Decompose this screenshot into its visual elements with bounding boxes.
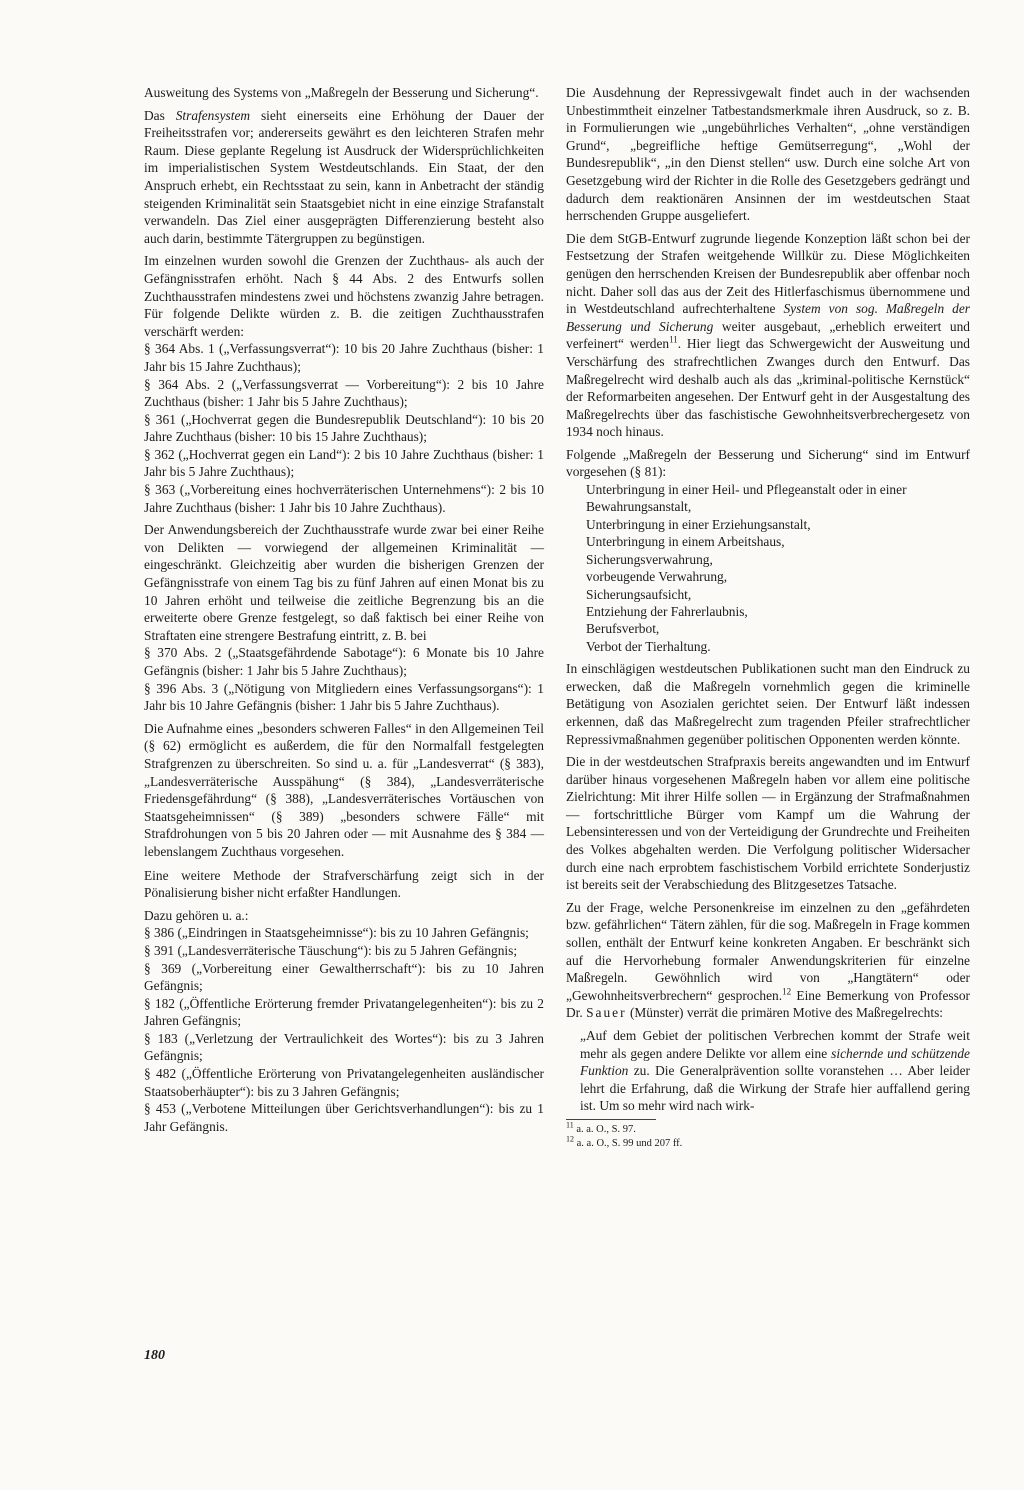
list-item: Berufsverbot, [586, 621, 660, 637]
emphasis: Strafensystem [175, 107, 251, 123]
list-item: § 370 Abs. 2 („Staatsgefährdende Sabotage“): 6 Monate bis 10 Jahre Gefängnis (bisher: 1 Jahr bis 5 Jahre Zuchthaus); [144, 645, 544, 678]
text-run: „Auf dem Gebiet der politischen Verbrechen kommt der Strafe weit mehr als gegen andere Delikte vor allem eine [580, 1028, 970, 1061]
measures-list [566, 481, 970, 655]
list-item: § 361 („Hochverrat gegen die Bundesrepublik Deutschland“): 10 bis 20 Jahre Zuchthaus (bisher: 10 bis 15 Jahre Zuchthaus); [144, 411, 544, 445]
text-run: Zu der Frage, welche Personenkreise im einzelnen zu den „gefährdeten bzw. gefährlichen“ Tätern zählen, für die sog. Maßregeln in Frage kommen sollen, enthält der Entwurf keine konkreten Angaben. Er beschränkt sich auf die Hervorhebung formaler Anwendungskriterien für einzelne Maßregeln. Gewöhnlich wird von „Hangtätern“ oder „Gewohnheitsverbrechern“ gesprochen. [566, 899, 970, 1003]
text-run: Die dem StGB-Entwurf zugrunde liegende Konzeption läßt schon bei der Festsetzung der Strafen weitgehende Willkür zu. Diese Möglichkeiten genügen den herrschenden Kreisen der Bundesrepublik aber offenbar noch nicht. Daher soll das aus der Zeit des Hitlerfaschismus übernommene und in Westdeutschland aufrechterhaltene [566, 230, 970, 317]
footnote-ref: 12 [782, 986, 792, 997]
text-run: zu. Die Generalprävention sollte voranstehen … Aber leider lehrt die Erfahrung, daß die Wirkung der Strafe hier auffallend gering ist. Um so mehr wird nach wirk- [580, 1063, 970, 1114]
paragraph: Die Ausdehnung der Repressivgewalt findet auch in der wachsenden Unbestimmtheit einzelner Tatbestandsmerkmale ihren Ausdruck, so z. B. in Formulierungen wie „ungebührliches Verhalten“, „ohne verständigen Grund“, „begreifliche heftige Gemütserregung“, „Wohl der Bundesrepublik“, „in den Dienst stellen“ usw. Durch eine solche Art von Gesetzgebung wird der Richter in die Rolle des Gesetzgebers gedrängt und dadurch dem reaktionären Ansinnen der im westdeutschen Staat herrschenden Gruppe ausgeliefert. [566, 85, 970, 224]
footnote [566, 1134, 970, 1151]
list-item: § 369 („Vorbereitung einer Gewaltherrschaft“): bis zu 10 Jahren Gefängnis; [144, 960, 544, 994]
list-item: § 362 („Hochverrat gegen ein Land“): 2 bis 10 Jahre Zuchthaus (bisher: 1 Jahr bis 5 Jahre Zuchthaus); [144, 446, 544, 480]
paragraph [566, 230, 970, 441]
paragraph: Folgende „Maßregeln der Besserung und Sicherung“ sind im Entwurf vorgesehen (§ 81): [566, 446, 970, 480]
footnote-divider [566, 1119, 656, 1120]
text-run: (Münster) verrät die primären Motive des Maßregelrechts: [626, 1005, 944, 1021]
list-item: § 386 („Eindringen in Staatsgeheimnisse“): bis zu 10 Jahren Gefängnis; [144, 925, 529, 941]
list-item: § 182 („Öffentliche Erörterung fremder Privatangelegenheiten“): bis zu 2 Jahren Gefängnis; [144, 995, 544, 1029]
list-item: § 391 („Landesverräterische Täuschung“): bis zu 5 Jahren Gefängnis; [144, 942, 518, 958]
paragraph: Die Aufnahme eines „besonders schweren Falles“ in den Allgemeinen Teil (§ 62) ermöglicht es außerdem, die für den Normalfall festgelegten Strafgrenzen zu überschreiten. So sind u. a. für „Landesverrat“ (§ 383), „Landesverräterische Ausspähung“ (§ 384), „Landesverräterische Friedensgefährdung“ (§ 388), „Landesverräterisches Vortäuschen von Staatsgeheimnissen“ (§ 389) „besonders schwere Fälle“ mit Strafdrohungen von 5 bis 20 Jahren oder — mit Ausnahme des § 384 — lebenslangem Zuchthaus vorgesehen. [144, 720, 544, 859]
text-run: Das [144, 107, 176, 123]
paragraph: In einschlägigen westdeutschen Publikationen sucht man den Eindruck zu erwecken, daß die Maßregeln vornehmlich gegen die kriminelle Betätigung von Asozialen gerichtet seien. Der Entwurf läßt indessen erkennen, daß das Maßregelrecht zum tragenden Pfeiler strafrechtlicher Repressivmaßnahmen gegenüber politischen Opponenten werden könnte. [566, 661, 970, 747]
list-item: Verbot der Tierhaltung. [586, 638, 711, 654]
list-item: § 396 Abs. 3 („Nötigung von Mitgliedern eines Verfassungsorgans“): 1 Jahr bis 10 Jahre Gefängnis (bisher: 1 Jahr bis 5 Jahre Zuchthaus). [144, 680, 544, 714]
emphasis: System von sog. Maßregeln der Besserung und Sicherung [566, 301, 970, 334]
paragraph: Die in der westdeutschen Strafpraxis bereits angewandten und im Entwurf darüber hinaus vorgesehenen Maßregeln haben vor allem eine politische Zielrichtung: Mit ihrer Hilfe sollen — in Ergänzung der Strafmaßnahmen — fortschrittliche Bürger vom Kampf um die Wahrung der Lebensinteressen und von der Verteidigung der Grundrechte und Freiheiten des Volkes abgehalten werden. Die Verfolgung politischer Widersacher durch eine nach erprobtem faschistischem Vorbild errichtete Sonderjustiz ist bereits seit der Verabschiedung des Blitzgesetzes Tatsache. [566, 754, 970, 893]
footnote-number: 12 [566, 1134, 574, 1144]
block-quote [566, 1027, 970, 1115]
paragraph [144, 107, 544, 248]
list-item: vorbeugende Verwahrung, [586, 569, 728, 585]
author-name: Sauer [586, 1005, 627, 1021]
text-run: weiter ausgebaut, „erheblich erweitert und verfeinert“ werden [566, 318, 970, 352]
list-item: § 482 („Öffentliche Erörterung von Privatangelegenheiten ausländischer Staatsoberhäupter“): bis zu 3 Jahren Gefängnis; [144, 1066, 544, 1099]
footnote-ref: 11 [669, 334, 678, 345]
text-run: sieht einerseits eine Erhöhung der Dauer der Freiheitsstrafen vor; andererseits gewährt es den leichteren Strafen mehr Raum. Diese geplante Regelung ist Ausdruck der Widersprüchlichkeiten im imperialistischen System Westdeutschlands. Ein Staat, der den Anspruch erhebt, ein Rechtsstaat zu sein, kann in Anbetracht der ständig steigenden Kriminalität sein Staatsgebiet nicht in eine einzige Strafanstalt verwandeln. Das Ziel einer ausgeprägten Differenzierung besteht also auch darin, bestimmte Tätergruppen zu begünstigen. [144, 107, 544, 246]
paragraph [566, 899, 970, 1022]
footnote-text: a. a. O., S. 97. [573, 1123, 636, 1135]
text-run: . Hier liegt das Schwergewicht der Ausweitung und Verschärfung des strafrechtlichen Zwanges durch den Entwurf. Das Maßregelrecht wird deshalb auch als das „kriminal-politische Kernstück“ der Reformarbeiten angesehen. Der Entwurf geht in der Ausgestaltung des Maßregelrechts über das faschistische Gewohnheitsverbrechergesetz von 1934 noch hinaus. [566, 336, 970, 440]
list-item: Unterbringung in einem Arbeitshaus, [586, 534, 785, 550]
paragraph: Ausweitung des Systems von „Maßregeln der Besserung und Sicherung“. [144, 85, 539, 100]
paragraph: Im einzelnen wurden sowohl die Grenzen der Zuchthaus- als auch der Gefängnisstrafen erhöht. Nach § 44 Abs. 2 des Entwurfs sollen Zuchthausstrafen mindestens zwei und höchstens zwanzig Jahre betragen. Für folgende Delikte würden z. B. die zeitigen Zuchthausstrafen verschärft werden: [144, 253, 544, 339]
footnote-text: a. a. O., S. 99 und 207 ff. [574, 1137, 683, 1149]
list-item: Unterbringung in einer Erziehungsanstalt, [586, 516, 811, 532]
paragraph: Dazu gehören u. a.: [144, 907, 249, 923]
page-number: 180 [144, 1348, 165, 1363]
paragraph: Der Anwendungsbereich der Zuchthausstrafe wurde zwar bei einer Reihe von Delikten — vorwiegend der allgemeinen Kriminalität — eingeschränkt. Gleichzeitig aber wurden die bisherigen Grenzen der Gefängnisstrafe von einem Tag bis zu fünf Jahren auf einen Monat bis zu 10 Jahren erhöht und teilweise die zeitliche Begrenzung bis an die erweiterte obere Grenze festgelegt, so daß faktisch bei einer Reihe von Straftaten eine strengere Bestrafung eintritt, z. B. bei [144, 522, 544, 643]
list-item: Sicherungsaufsicht, [586, 586, 692, 602]
footnote [566, 1120, 970, 1137]
list-item: Sicherungsverwahrung, [586, 551, 713, 567]
paragraph: Eine weitere Methode der Strafverschärfung zeigt sich in der Pönalisierung bisher nicht erfaßter Handlungen. [144, 867, 544, 901]
list-item: § 364 Abs. 2 („Verfassungsverrat — Vorbereitung“): 2 bis 10 Jahre Zuchthaus (bisher: 1 Jahr bis 5 Jahre Zuchthaus); [144, 376, 544, 410]
list-item: § 364 Abs. 1 („Verfassungsverrat“): 10 bis 20 Jahre Zuchthaus (bisher: 1 Jahr bis 15 Jahre Zuchthaus); [144, 341, 544, 374]
list-item: Unterbringung in einer Heil- und Pflegeanstalt oder in einer Bewahrungsanstalt, [586, 482, 907, 515]
right-column [566, 84, 970, 1151]
list-item: § 363 („Vorbereitung eines hochverräterischen Unternehmens“): 2 bis 10 Jahre Zuchthaus (bisher: 1 Jahr bis 10 Jahre Zuchthaus). [144, 482, 544, 515]
list-item: Entziehung der Fahrerlaubnis, [586, 603, 748, 619]
text-run: Eine Bemerkung von Professor Dr. [566, 987, 970, 1021]
list-item: § 183 („Verletzung der Vertraulichkeit des Wortes“): bis zu 3 Jahren Gefängnis; [144, 1030, 544, 1064]
footnote-number: 11 [566, 1120, 574, 1130]
emphasis: sichernde und schützende Funktion [580, 1045, 970, 1079]
list-item: § 453 („Verbotene Mitteilungen über Gerichtsverhandlungen“): bis zu 1 Jahr Gefängnis. [144, 1101, 544, 1134]
left-column [144, 84, 544, 1135]
